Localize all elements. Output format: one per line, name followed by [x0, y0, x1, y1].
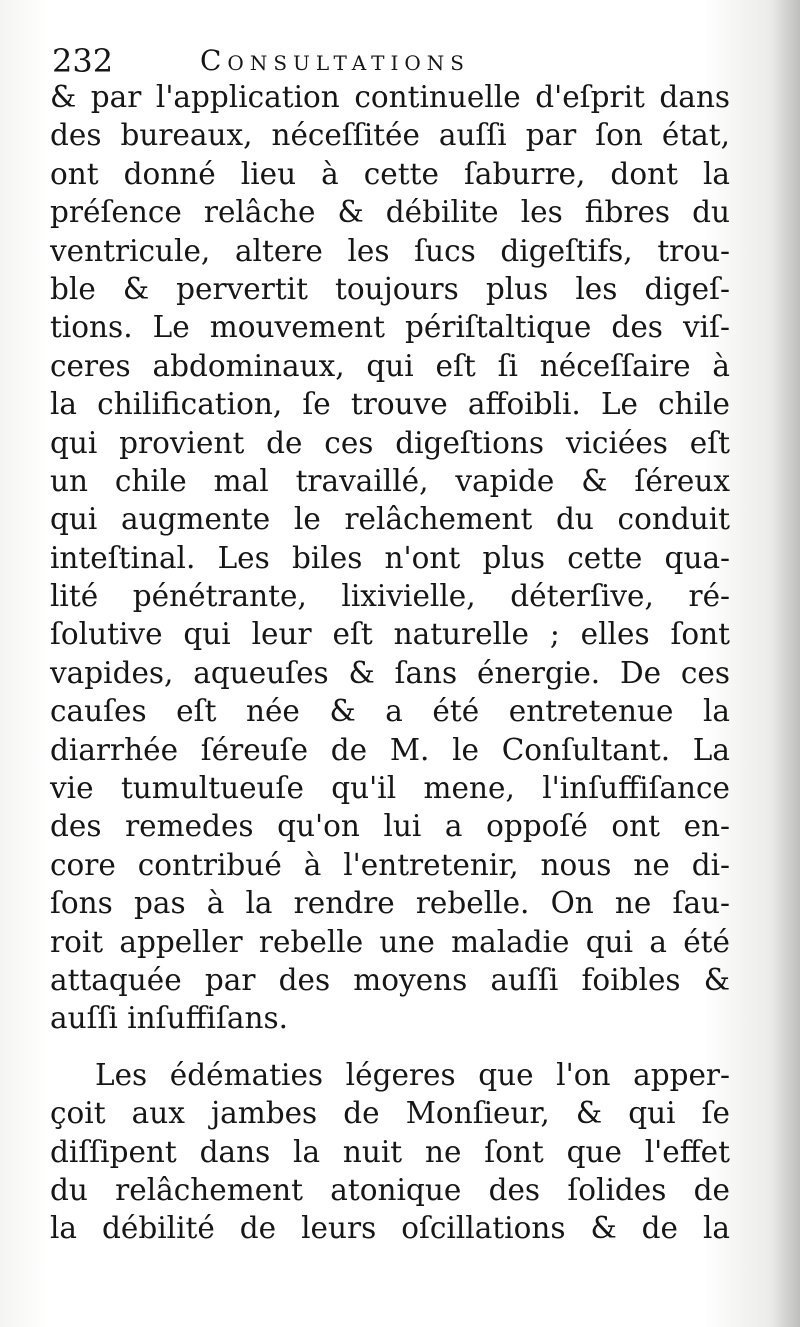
text-line: lité pénétrante, lixivielle, déterſive, ré- [50, 579, 730, 614]
text-line: des remedes qu'on lui a oppoſé ont en- [50, 809, 730, 844]
text-line: auſſi inſuffiſans. [50, 1001, 289, 1036]
text-line: attaquée par des moyens auſſi foibles & [50, 962, 730, 997]
text-line: des bureaux, néceſſitée auſſi par ſon état, [50, 118, 730, 153]
page-number: 232 [52, 42, 114, 80]
text-line: vapides, aqueuſes & ſans énergie. De ces [50, 655, 730, 690]
text-line: ſolutive qui leur eſt naturelle ; elles ſont [50, 617, 730, 652]
text-line: inteſtinal. Les biles n'ont plus cette qua- [50, 540, 730, 575]
text-line: ventricule, altere les ſucs digeſtifs, trou- [50, 233, 730, 268]
text-line: core contribué à l'entretenir, nous ne di- [50, 847, 730, 882]
paragraph-gap [50, 1038, 730, 1056]
running-title: Consultations [200, 44, 470, 77]
text-line: vie tumultueuſe qu'il mene, l'inſuffiſance [50, 771, 730, 806]
page-edge-shadow [772, 0, 800, 1327]
paragraph-2 [50, 1056, 730, 1248]
body-text [50, 78, 730, 1248]
text-line: la chilification, ſe trouve affoibli. Le chile [50, 387, 730, 422]
text-line: un chile mal travaillé, vapide & ſéreux [50, 463, 730, 498]
text-line: çoit aux jambes de Monſieur, & qui ſe [50, 1096, 730, 1131]
text-line: du relâchement atonique des ſolides de [50, 1172, 730, 1207]
text-line: roit appeller rebelle une maladie qui a été [50, 924, 730, 959]
text-line: qui augmente le relâchement du conduit [50, 502, 730, 537]
text-line: tions. Le mouvement périſtaltique des viſ- [50, 310, 730, 345]
text-line: préſence relâche & débilite les fibres du [50, 195, 730, 230]
text-line: cauſes eſt née & a été entretenue la [50, 694, 730, 729]
text-line: Les édématies légeres que l'on apper- [95, 1057, 730, 1092]
paragraph-1 [50, 78, 730, 1038]
text-line: ble & pervertit toujours plus les digeſ- [50, 271, 730, 306]
text-line: diarrhée ſéreuſe de M. le Conſultant. La [50, 732, 730, 767]
text-line: ſons pas à la rendre rebelle. On ne ſau- [50, 886, 730, 921]
text-line: ceres abdominaux, qui eſt ſi néceſſaire à [50, 348, 730, 383]
text-line: & par l'application continuelle d'eſprit dans [50, 80, 730, 114]
text-line: diſſipent dans la nuit ne ſont que l'effet [50, 1134, 730, 1169]
text-line: ont donné lieu à cette ſaburre, dont la [50, 156, 730, 191]
text-line: qui provient de ces digeſtions viciées eſt [50, 425, 730, 460]
text-line: la débilité de leurs oſcillations & de la [50, 1211, 730, 1246]
